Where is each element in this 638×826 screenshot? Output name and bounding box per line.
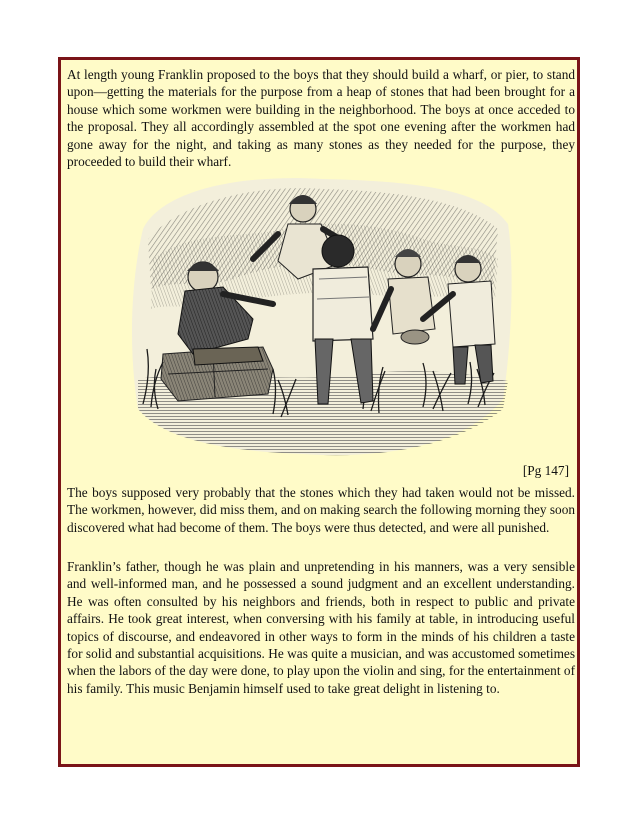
engraving-drawing [123,169,518,459]
paragraph-boys-detected: The boys supposed very probably that the stones which they had taken would not be missed. The workmen, however, did miss them, and on making search the following morning they soon discovered what had become of them. The boys were thus detected, and were all punished. [67,485,575,535]
page-number: [Pg 147] [522,463,569,478]
engraving-boys-building-wharf [123,169,518,459]
paragraph-franklins-father: Franklin’s father, though he was plain and unpretending in his manners, was a very sensible and well-informed man, and he possessed a sound judgment and an excellent understanding. He was often consulted by his neighbors and friends, both in respect to public and private affairs. He took great interest, when conversing with his family at table, in introducing useful topics of discourse, and endeavored in other ways to form in the minds of his children a taste for solid and substantial acquisitions. He was quite a musician, and was accustomed sometimes when the labors of the day were done, to play upon the violin and sing, for the entertainment of his family. This music Benjamin himself used to take great delight in listening to. [67,559,575,696]
paragraph-wharf-proposal: At length young Franklin proposed to the boys that they should build a wharf, or pier, to stand upon—getting the materials for the purpose from a heap of stones that had been brought for a house which some workmen were building in the neighborhood. The boys at once acceded to the proposal. They all accordingly assembled at the spot one evening after the workmen had gone away for the night, and taking as many stones as they needed for the purpose, they proceeded to build their wharf. [67,67,575,170]
page-frame [58,57,580,767]
